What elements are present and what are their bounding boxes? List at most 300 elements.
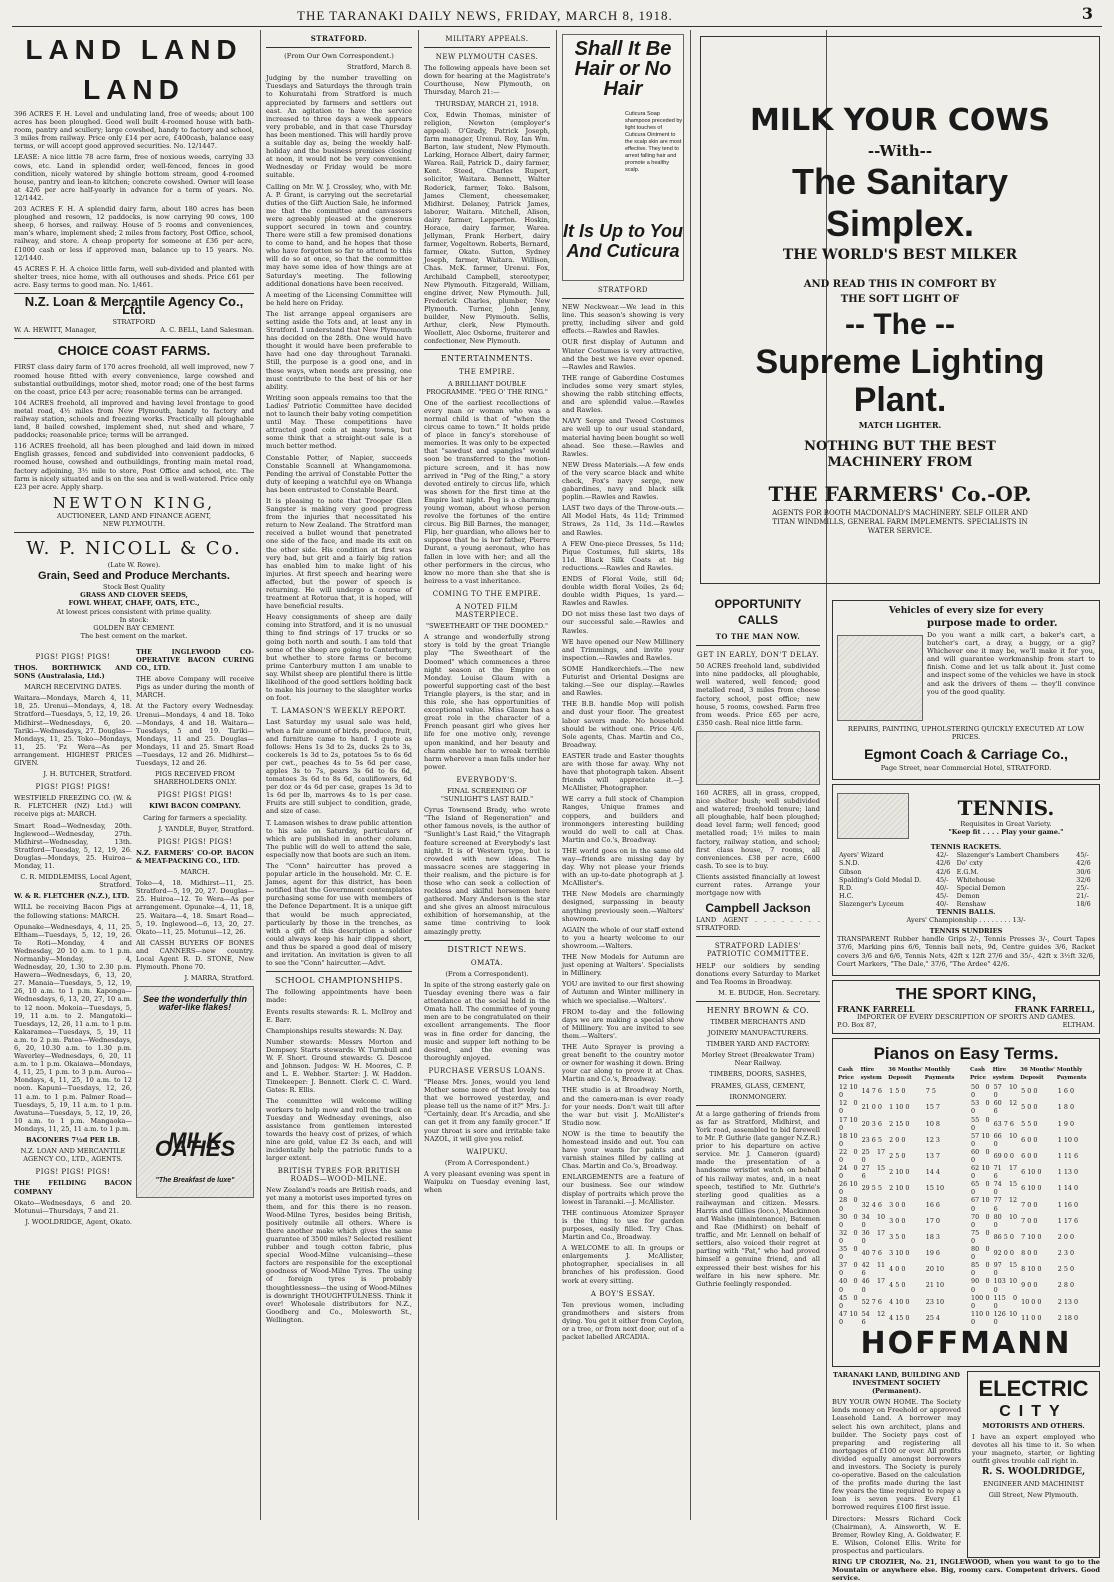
racket-row-cell: 45/- xyxy=(1076,851,1089,860)
piano-row-cell: 5 0 0 xyxy=(1021,1103,1038,1112)
news-paragraph: The following appeals have been set down for hearing at the Magistrate's Courthouse, New Plymouth, on Thursday, March 21:— xyxy=(424,64,550,97)
agency-town: STRATFORD xyxy=(112,318,156,327)
piano-col-header: Monthly Payments xyxy=(1056,1066,1087,1082)
piano-row xyxy=(837,1132,963,1148)
piano-row-cell: 17 0 xyxy=(925,1216,940,1225)
divider xyxy=(696,1001,820,1002)
piano-row-cell: 45 0 0 xyxy=(839,1293,858,1310)
taranaki-society-ad xyxy=(832,1371,961,1558)
piano-row-cell: 15 10 xyxy=(925,1184,945,1193)
racket-row-cell: R.D. xyxy=(839,883,853,892)
piano-row-cell: 13 7 xyxy=(925,1151,940,1160)
news-paragraph: Championships results stewards: N. Day. xyxy=(266,1026,403,1035)
piano-row-cell: 90 0 0 xyxy=(971,1277,990,1294)
land-lot: Clients assisted financially at lowest current rates. Arrange your mortgage now with xyxy=(696,872,820,898)
piano-row xyxy=(969,1196,1095,1212)
milk-your-cows-ad xyxy=(700,36,1100,584)
news-paragraph: The committee will welcome willing workers to help mow and roll the track on Tuesday and Wednesday evenings, also assistance from gentlemen interested towards the heavy cost of prizes, of which nine are gold, value £2 3s each, and will incidentally help the patriotic funds to a larger extent. xyxy=(266,1097,412,1163)
inglewood-list: At the Factory every Wednesday. Urenui—Mondays, 4 and 18. Toko—Mondays, 4 and 18. Waitara—Tuesdays, 5 and 19. Tariki—Mondays, 11 and 25. Douglas—Mondays, 11 and 25. Smart Road—Tuesdays, 12 and 26. Midhirst—Tuesdays, 12 and 26. xyxy=(136,702,254,768)
piano-row-cell: 1 11 6 xyxy=(1057,1151,1079,1160)
piano-row-cell: 25 4 xyxy=(925,1313,940,1322)
farmers-coop: THE FARMERS' Co.-OP. xyxy=(768,482,1032,506)
ladies-text: HELP our soldiers by sending donations every Saturday to Market and Tea Rooms in Broadway. xyxy=(696,961,820,986)
agency-salesman: A. C. BELL, Land Salesman. xyxy=(160,326,254,335)
empire-heading: THE EMPIRE. xyxy=(459,368,515,377)
piano-row-cell: 1 6 0 xyxy=(1057,1087,1075,1096)
henry-line: TIMBERS, DOORS, SASHES, xyxy=(709,1070,807,1079)
coast-lot: FIRST class dairy farm of 170 acres freehold, all well improved, new 7 roomed house fitted with every convenience, large cowshed and substantial outbuildings, motor shed, motor road; one of the best farms on the coast, price £43 per acre; reasonable terms can be arranged. xyxy=(14,363,254,396)
piano-row-cell: 21 10 xyxy=(925,1281,945,1290)
milk-line: --With-- xyxy=(867,142,933,160)
news-paragraph: Last Saturday my usual sale was held, when a fair amount of birds, produce, fruit, and furniture came to hand. I quote as follows: Hens 1s 3d to 2s, ducks 2s to 3s, cockerels 1s 3d to 2s, potatoes 5s to 6s 6d per cwt., peaches 4s to 5s 6d per case, apples 3s to 7s, pears 3s 6d to 6s 6d, tomatoes 3s 6d to 8s 6d, cauliflowers, 6d per doz or 4s 6d per case, grapes 1s 3d to 1s 6d per lb, marrows 4s to 1s per case. Fruits are still subject to condition, grade, and size of case. xyxy=(266,718,412,816)
land-lot: 50 ACRES freehold land, subdivided into nine paddocks, all ploughable, well watered, well fenced; good metalled road, 3 miles from cheese factory, school, post office; new house, 5 rooms, cowshed. Farm free from weeds. Price £65 per acre, £350 cash. Real nice little farm. xyxy=(696,662,820,727)
piano-row-cell: 1 5 0 xyxy=(889,1087,906,1096)
borthwick-list: Waitara—Mondays, March 4, 11, 18, 25. Urenui—Mondays, 4, 18. Stratford—Tuesdays, 5, 12, 19, 26. Midhirst—Wednesdays, 6, 20. Tariki—Wednesdays, 27. Douglas—Mondays, 11, 25. Toko—Mondays, 11, 25. 'Fz Wera—As per arrangement. HIGHEST PRICES GIVEN. xyxy=(14,694,132,767)
piano-row-cell: 14 4 xyxy=(925,1168,940,1177)
divider xyxy=(266,47,412,48)
electric-name: R. S. WOOLDRIDGE, xyxy=(981,1467,1086,1478)
news-paragraph: At a large gathering of friends from as far as Stratford, Midhirst, and York road, assembled to bid farewell to Mr. P. Guthrie (late ganger N.Z.R.) prior to his departure on active service. Mr. J. Cameron (guard) made the presentation of a handsome wristlet watch on behalf of his railway mates, and, in a neat speech, testified to Mr. Guthrie's sterling good qualities as a railwayman and citizen. Messrs. Harris and Gillies (loco.), Mackinnon and Walshe (maintenance), Batemen and Rae (Midhirst) on behalf of traffic, and Mr. Lennell on behalf of settlers, also voiced their regret at parting with "Pat," who had proved himself a genuine friend, and all expressed their best wishes for his welfare in his new sphere. Mr. Guthrie feelingly responded. xyxy=(696,1109,820,1288)
campbell-jackson: Campbell Jackson xyxy=(705,901,811,916)
piano-row xyxy=(969,1083,1095,1099)
racket-row-cell: S.N.D. xyxy=(839,859,860,868)
borthwick-dates: MARCH RECEIVING DATES. xyxy=(24,683,122,692)
piano-row-cell: 12 3 xyxy=(925,1135,940,1144)
classified-ad: THE world goes on in the same old way—friends are missing day by day. Why not please your friends with an up-to-date photograph at J. McAllister's. xyxy=(562,846,684,888)
piano-row-cell: 8 10 0 xyxy=(1021,1265,1042,1274)
masthead xyxy=(12,2,1102,28)
classified-ad: THE studio is at Broadway North, and the camera-man is ever ready for your needs. Don't wait till after the war but visit J. McAllister's Studio now. xyxy=(562,1086,684,1127)
henry-line: TIMBER YARD AND FACTORY: xyxy=(706,1040,810,1049)
piano-row-cell: 80 0 0 xyxy=(971,1245,990,1262)
piano-row-cell: 6 10 0 xyxy=(1021,1168,1042,1177)
piano-row-cell: 1 10 0 xyxy=(1057,1135,1079,1144)
piano-row-cell: 32 0 0 xyxy=(839,1228,858,1245)
henry-brown: HENRY BROWN & CO. xyxy=(706,1005,810,1015)
sport-names xyxy=(837,1005,1095,1013)
piano-row-cell: 34 10 0 xyxy=(861,1212,886,1229)
news-paragraph: Judging by the number travelling on Tuesdays and Saturdays the through train to Kohuratahi from Stratford is much appreciated by farmers and settlers out east. An agitation to have the service increased to three days a week appears very probable, and in that case Thursday has been mentioned. This will hardly prove a suitable day as, being the weekly half-holiday and the business premises closing at noon, it would not be very convenient. Wednesday or Friday would be more suitable. xyxy=(266,74,412,180)
classified-ad: WE have opened our New Millinery and Trimmings, and invite your inspection.—Rawles and Rawles. xyxy=(562,637,684,662)
news-paragraph: Ten previous women, including grandmothers and sisters from dying. You get it either from Ceylon, or a tree, or from next door, out of a packet labelled ARCADIA. xyxy=(562,1300,684,1342)
piano-row-cell: 20 3 6 xyxy=(861,1119,882,1128)
piano-row-cell: 22 0 0 xyxy=(839,1147,858,1164)
nicoll-line: At lowest prices consistent with prime quality. xyxy=(56,607,212,616)
nicoll-name: W. P. NICOLL & Co. xyxy=(26,538,242,560)
waipuku-sub: (From A Correspondent.) xyxy=(444,1158,530,1167)
piano-row xyxy=(837,1213,963,1229)
classified-ad: SOME Handkerchiefs.—The new Futurist and Oriental Designs are taking.—See our display.—Rawles and Rawles. xyxy=(562,664,684,698)
column-stratford-news xyxy=(266,30,412,1520)
news-paragraph: The "Conn" haircutter has proved a popular article in the household. Mr. C. E. James, agent for this district, has been notified that the Government contemplates purchasing some for use with members of the Defence Department. It is a unique gift that would be much appreciated, particularly by those in the trenches, as with a gift of this description a soldier could always keep his hair clipped short, and thus be spared a good deal of misery and irritation. An invitation is given to all to see the "Conn" haircutter.—Advt. xyxy=(266,862,412,968)
racket-row xyxy=(837,900,1095,908)
piano-row xyxy=(837,1310,963,1326)
piano-table xyxy=(969,1065,1095,1326)
piano-row xyxy=(969,1148,1095,1164)
military-sub: NEW PLYMOUTH CASES. xyxy=(435,53,539,62)
district-heading: DISTRICT NEWS. xyxy=(447,944,527,954)
racket-row xyxy=(837,876,1095,884)
milk-line: NOTHING BUT THE BEST xyxy=(804,439,996,454)
rackets-heading: TENNIS RACKETS. xyxy=(930,843,1002,852)
classified-ad: THE New Models for Autumn are just opening at Walters'. Specialists in Millinery. xyxy=(562,953,684,978)
news-paragraph: Constable Potter, of Napier, succeeds Constable Scannell at Whangamomona. Pending the arrival of Constable Potter the duty of keeping a watchful eye on Whanga has been entrusted to Constable Beard. xyxy=(266,453,412,494)
piano-row-cell: 11 0 0 xyxy=(1021,1313,1042,1322)
piano-row-cell: 7 0 0 xyxy=(1021,1200,1038,1209)
piano-row-cell: 7 0 0 xyxy=(1021,1216,1038,1225)
military-list: Cox, Edwin Thomas, minister of religion, Newton (employer's appeal). O'Grady, Patrick Joseph, farm manager, Urenui. Roy, Ian Wm. Barton, law student, New Plymouth. Larking, Horace Albert, dairy farmer, Warea. Rail, Patrick D., dairy farmer, Kent. Steed, Charles Rupert, solicitor, Waitara. Bennett, Walter Roderick, farmer, Toko. Balsom, James Clement, cheesemaker, Midhirst. Delaney, Patrick James, laborer, Waitara. Mitchell, Alison, dairy farmer, Lepperton. Hoskin, Horace, dairy farmer, Warea. Jellyman, Frank Herbert, dairy farmer, Vogeltown. Roberts, Bernard, farmer, Okato. Sutton, Sydney Joseph, farmer, Waitara. Willison, Chas. McK. farmer, Urenui. Fox, Archibald Campbell, stereotyper, New Plymouth. Fitzgerald, William, engine driver, New Plymouth. Jull, Frederick Charles, plumber, New Plymouth. Turner, John Jenny, builder, New Plymouth. Sellis, Arthur, clerk, New Plymouth. Woollett, Alec Osborne, fruiterer and confectioner, New Plymouth. xyxy=(424,110,550,346)
classified-ad: DO not miss these last two days of our successful sale.—Rawles and Rawles. xyxy=(562,610,684,635)
campbell-agent: LAND AGENT . . . . . . . . STRATFORD. xyxy=(696,916,820,933)
vehicles-heading: Vehicles of every size for every xyxy=(888,606,1044,616)
classified-ad: OUR first display of Autumn and Winter Costumes is very attractive, and the best we have ever opened.—Rawles and Rawles. xyxy=(562,338,684,371)
piano-row-cell: 40 0 0 xyxy=(839,1277,858,1294)
piano-row-cell: 110 0 0 xyxy=(971,1309,990,1326)
vehicles-body xyxy=(837,631,1095,725)
electric-sub: MOTORISTS AND OTHERS. xyxy=(982,1421,1085,1430)
pigs-heading: PIGS! PIGS! PIGS! xyxy=(157,837,233,846)
piano-row-cell: 3 5 0 xyxy=(889,1232,906,1241)
piano-row-cell: 5 5 0 xyxy=(1021,1119,1038,1128)
piano-row-cell: 18 10 0 xyxy=(839,1131,858,1148)
piano-col-header: Cash Price xyxy=(970,1066,986,1082)
classified-ad: A FEW One-piece Dresses, 5s 11d; Pique Costumes, full skirts, 18s 11d. Black Silk Coats at big reductions.—Rawles and Rawles. xyxy=(562,539,684,572)
piano-row-cell: 55 0 0 xyxy=(971,1115,990,1132)
tennis-tag: "Keep fit . . . . Play your game." xyxy=(948,828,1064,837)
piano-row xyxy=(969,1245,1095,1261)
pigs-col-right xyxy=(136,648,254,1229)
classified-ad: THE New Models are charmingly designed, surpassing in beauty anything previously seen.—Walters' showroom. xyxy=(562,890,684,923)
westfield: WESTFIELD FREEZING CO. (W. & R. FLETCHER (NZ) Ltd.) will receive pigs at: MARCH. xyxy=(14,794,132,819)
column-stratford-ads xyxy=(562,30,684,1520)
sport-king: THE SPORT KING, xyxy=(895,985,1037,1003)
marra: J. MARRA, Stratford. xyxy=(184,974,254,983)
news-paragraph: T. Lamason wishes to draw public attention to his sale on Saturday, particulars of which are published in another column. The public will do well to attend the sale, especially now that boots are such an item. xyxy=(266,818,412,859)
piano-row-cell: 4 15 0 xyxy=(889,1313,910,1322)
sport-name: FRANK FARRELL xyxy=(837,1003,915,1014)
piano-row xyxy=(969,1261,1095,1277)
news-paragraph: The list arrange appeal organisers are setting aside the Tots and, at least any in Stratford. I understand that New Plymouth has decided on the 28th. One would have thought it would have been preferable to have had one day throughout Taranaki. Still, the purpose is a good one, and in these ways, when needs are pressing, one must contribute to the best of his or her ability. xyxy=(266,309,412,391)
piano-row-cell: 3 0 0 xyxy=(889,1200,906,1209)
borthwick: THOS. BORTHWICK AND SONS (Australasia, Ltd.) xyxy=(14,663,132,681)
racket-row xyxy=(837,868,1095,876)
egmont-coach: Egmont Coach & Carriage Co., xyxy=(864,746,1068,763)
piano-row-cell: 28 0 0 xyxy=(839,1196,858,1213)
classified-ad: NOW is the time to beautify the homestead inside and out. You can have your wants for paints and varnish staines filled by calling at Chas. Martin and Co.'s, Broadway. xyxy=(562,1129,684,1171)
classified-ad: NAVY Serge and Tweed Costumes are well up to our usual standard, material having been bought so well ahead. See these.—Rawles and Rawles. xyxy=(562,417,684,458)
news-paragraph: A meeting of the Licensing Committee will be held here on Friday. xyxy=(266,290,412,307)
farmers-month: MARCH. xyxy=(180,868,210,877)
column-land-ads xyxy=(14,30,254,1520)
racket-row xyxy=(837,851,1095,859)
vehicles-repairs: REPAIRS, PAINTING, UPHOLSTERING QUICKLY EXECUTED AT LOW PRICES. xyxy=(847,725,1085,742)
piano-row-cell: 1 13 0 xyxy=(1057,1168,1079,1177)
classified-ad: FROM to-day and the following days we are making a special show of Millinery. You are invited to see them.—Walters'. xyxy=(562,1007,684,1040)
racket-row-cell: 45/- xyxy=(935,875,949,884)
henry-line: IRONMONGERY. xyxy=(729,1092,787,1101)
piano-row xyxy=(837,1245,963,1261)
henry-line: FRAMES, GLASS, CEMENT, xyxy=(710,1081,806,1090)
cuticura-tagline: It Is Up to You And Cuticura xyxy=(563,221,683,261)
agency-manager: W. A. HEWITT, Manager, xyxy=(14,326,97,335)
fletcher-list: Opunake—Wednesdays, 4, 11, 25. Eltham—Tuesdays, 5, 12, 19, 26. Te Roti—Monday, 4 and Wednesday, 20 10 a.m. to 1 p.m. Normanby—Monday, 4, Wednesday, 20, 1.30 to 2.30 p.m. Hawera—Wednesdays, 6, 13, 20, 27. Manaia—Tuesdays, 5, 12, 19, 26, 10 a.m. to 1 p.m. Kaponga—Wednesdays, 6, 13, 20, 27, 10 a.m. to 12 noon. Mokoia—Tuesdays, 5, 19, 11 a.m. to 2. Mangatoki—Tuesdays, 12, 26, 11 a.m. to 1 p.m. Kakaramea—Tuesdays, 5, 19, 11 a.m. to 2 p.m. Patea—Wednesdays, 6, 20, 10.30 a.m. to 1.30 p.m. Waverley—Wednesdays, 6, 20, 11 a.m. to 1 p.m. Okaiawa—Mondays, 4, 11, 25, 1 p.m. to 3 p.m. Auroa—Mondays, 4, 11, 25, 10 a.m. to 12 noon. Kapuni—Tuesdays, 12, 26, 11 a.m. to 1 p.m. Palmer Road—Tuesdays, 5, 19, 11 a.m. to 1 p.m. Awatuna—Tuesdays, 5, 12, 19, 26, 10 a.m. to 1 p.m. Mangaoka—Mondays, 11, 25, 11 a.m. to 1 p.m. xyxy=(14,922,132,1133)
vehicles-ad xyxy=(832,600,1100,780)
racket-row-cell: Whitehouse xyxy=(956,875,995,884)
piano-row-cell: 10 0 0 xyxy=(1021,1297,1042,1306)
opportunity-sub: TO THE MAN NOW. xyxy=(715,632,801,641)
piano-row xyxy=(969,1099,1095,1115)
divider xyxy=(14,532,254,533)
piano-row-cell: 2 13 0 xyxy=(1057,1297,1079,1306)
electric-address: Gill Street, New Plymouth. xyxy=(988,1490,1079,1499)
sport-town: ELTHAM. xyxy=(1062,1020,1095,1029)
baconers: BACONERS 7½d PER LB. xyxy=(26,1136,120,1145)
school-heading: SCHOOL CHAMPIONSHIPS. xyxy=(275,976,403,986)
piano-row xyxy=(969,1180,1095,1196)
news-paragraph: Calling on Mr. W. J. Crossley, who, with Mr. A. P. Grant, is carrying out the secretarial duties of the Gift Auction Sale, he informed me that the committee and canvassers were agreeably pleased at the generous support secured in town and country. There were still a few promised donations to come to hand, and he hopes that those who have forgotten so far to attend to this will do so at once, so that the committee may have some idea of how things are at Saturday's meeting. The following additional donations have been received. xyxy=(266,182,412,288)
classified-ad: NEW Neckwear.—We lead in this line. This season's showing is very pretty, including silver and gold effects.—Rawles and Rawles. xyxy=(562,303,684,336)
piano-row-cell: 5 0 0 xyxy=(1021,1087,1038,1096)
piano-row-cell: 36 17 0 xyxy=(861,1228,886,1245)
page-number: 3 xyxy=(1081,4,1094,23)
cart-illustration xyxy=(837,635,923,721)
piano-row-cell: 2 18 0 xyxy=(1057,1313,1079,1322)
feilding-list: Okato—Wednesdays, 6 and 20. Motunui—Thursdays, 7 and 21. xyxy=(14,1198,132,1215)
land-lot: 203 ACRES F. H. A splendid dairy farm, about 180 acres has been ploughed and resown, 12 paddocks, is now carrying 90 cows, 100 sheep, 6 horses, and railway. House of 5 rooms and conveniences, man's whare, implement shed; 2 miles from factory, Post Office, school, railway, and store. A cheap property for someone at £36 per acre, £1000 cash or less if approved man, balance up to 15 years. No. 12/1440. xyxy=(14,205,254,262)
piano-row-cell: 66 10 0 xyxy=(993,1131,1018,1148)
empire-sub: A BRILLIANT DOUBLE PROGRAMME. "PEG O' THE RING." xyxy=(426,379,548,396)
piano-table xyxy=(837,1065,963,1326)
middlemiss: C. R. MIDDLEMISS, Local Agent, Stratford. xyxy=(20,873,132,890)
racket-row-cell: Ayers' Wizard xyxy=(839,851,884,860)
henry-line: JOINERY MANUFACTURERS. xyxy=(707,1029,809,1038)
electric-city: CITY xyxy=(999,1402,1068,1420)
piano-row-cell: 67 10 0 xyxy=(971,1196,990,1213)
divider xyxy=(266,971,412,972)
westfield-list: Smart Road—Wednesday, 20th. Inglewood—Wednesday, 27th. Midhirst—Wednesday, 13th. Stratford—Tuesday, 5, 12, 19, 26. Douglas—Mondays, 25. Huiroa—Monday, 11. xyxy=(14,821,132,871)
milk-line: THE WORLD'S BEST MILKER xyxy=(782,247,1018,263)
news-paragraph: Number stewards: Messrs Morton and Dempsey. Starts stewards: W. Turnbull and W. F. Short. Ground stewards: G. Doscoe and Johnson. Judges: W. H. Moores, C. P. and L. E. Webber. Starter: J. W. Haddon. Timekeeper: J. Bennett. Clerk C. C. Ward. Gates: R. Ellis. xyxy=(266,1037,412,1095)
inglewood: THE INGLEWOOD CO-OPERATIVE BACON CURING CO., LTD. xyxy=(136,647,254,673)
piano-row-cell: 70 0 0 xyxy=(971,1212,990,1229)
newton-king-town: NEW PLYMOUTH. xyxy=(102,519,166,528)
tennis-head xyxy=(837,789,1095,843)
stratford-sub: (From Our Own Correspondent.) xyxy=(284,52,394,61)
piano-row xyxy=(969,1229,1095,1245)
cuticura-copy: Cuticura Soap shampoos preceded by light touches of Cuticura Ointment to the scalp skin are most effective. They tend to arrest falling hair and promote a healthy scalp. xyxy=(625,111,683,173)
sport-desc: IMPORTER OF EVERY DESCRIPTION OF SPORTS AND GAMES. xyxy=(856,1012,1076,1021)
tennis-heading: TENNIS. xyxy=(957,796,1055,821)
racket-row-cell: 42/- xyxy=(935,851,949,860)
piano-row xyxy=(969,1164,1095,1180)
electric-heading: ELECTRIC xyxy=(978,1375,1089,1401)
divider xyxy=(696,936,820,937)
crozier-ad: RING UP CROZIER, No. 21, INGLEWOOD, when you want to go to the Mountain or anywhere else. Big, roomy cars. Competent drivers. Good service. xyxy=(832,1558,1100,1582)
column-right-ads xyxy=(832,596,1100,1582)
piano-row xyxy=(837,1294,963,1310)
nicoll-line: FOWL WHEAT, CHAFF, OATS, ETC., xyxy=(68,599,200,608)
piano-row-cell: 27 15 6 xyxy=(861,1164,886,1181)
land-heading: LAND LAND LAND xyxy=(25,34,243,105)
divider xyxy=(424,47,550,48)
racket-row-cell: Slazenger's Lyceum xyxy=(839,899,904,908)
nicoll-line: GOLDEN BAY CEMENT. xyxy=(93,623,175,632)
racket-row xyxy=(837,859,1095,867)
agency-name: N.Z. Loan & Mercantile Agency Co., Ltd. xyxy=(24,293,244,318)
feilding: THE FEILDING BACON COMPANY xyxy=(14,1179,132,1196)
racket-row-cell: Slazenger's Lambert Chambers xyxy=(956,851,1059,860)
pianos-heading: Pianos on Easy Terms. xyxy=(873,1043,1059,1063)
land-lot: 160 ACRES, all in grass, cropped, nice shelter bush; well subdivided and watered; freehold tenure; land all ploughable, half been ploughed; dead level farm; well fenced; good metalled road; 1½ miles to main factory, railway station, and school; first class house, 7 rooms, all conveniences. £38 per acre, £600 cash. To see is to buy. xyxy=(696,788,820,870)
piano-row-cell: 6 0 0 xyxy=(1021,1151,1038,1160)
piano-row-cell: 3 0 0 xyxy=(889,1216,906,1225)
coast-lot: 116 ACRES freehold, all has been ploughed and laid down in mixed English grasses, fenced and subdivided into convenient paddocks, 6 roomed house, cowshed and outbuildings, fronting main metal road, factory adjoining, 3½ mile to store, Post Office and school, etc. The farm is nicely situated and is on the sea and is well-watered. Price only £23 per acre. Apply sharp. xyxy=(14,442,254,491)
piano-row-cell: 3 10 0 xyxy=(889,1249,910,1258)
piano-row-cell: 21 0 0 xyxy=(861,1103,882,1112)
masthead-rule xyxy=(12,26,1102,27)
piano-row-cell: 4 5 0 xyxy=(889,1281,906,1290)
piano-row xyxy=(837,1196,963,1212)
kiwi-tag: Caring for farmers a speciality. xyxy=(143,813,247,822)
piano-row xyxy=(837,1277,963,1293)
classified-ad: WE carry a full stock of Champion Ranges, Unique frames and coppers, and builders and ironmongers interesting building would do well to call at Chas. Martin and Co.'s, Broadway. xyxy=(562,795,684,844)
classified-ad: THE range of Gaberdine Costumes includes some very smart styles, showing the rabb stitching effects, and are splendid value.—Rawles and Rawles. xyxy=(562,373,684,415)
racket-row-cell: Gibson xyxy=(839,867,862,876)
racket-row-cell: 42/6 xyxy=(935,859,951,868)
pigs-heading: PIGS! PIGS! PIGS! xyxy=(35,652,111,661)
military-heading: MILITARY APPEALS. xyxy=(445,35,529,43)
news-paragraph: New Zealand's roads are British roads, and yet many a motorist uses imported tyres on them, and for this there is no reason. Wood-Milne Tyres, besides being British, positively outmile all others. Where is there another make which gives the same guarantee of 3500 miles? Selected resilient rubber and tough cotton fabric, plus special Wood-Milne vulcanising—these factors are responsible for the exceptional goodness of Wood-Milne Tyres. The using of foreign tyres is probably thoughtlessness—the using of Wood-Milnes is downright THOUGHTFULNESS. Think it over! Wholesale distributors for N.Z., Goodberg and Co., Molesworth St., Wellington. xyxy=(266,1186,412,1324)
racket-row-cell: 42/6 xyxy=(1076,859,1091,868)
column-divider xyxy=(418,30,419,1520)
milk-headline: MILK YOUR COWS xyxy=(749,103,1051,138)
column-divider xyxy=(260,30,261,1520)
sport-name: FRANK FARRELL, xyxy=(1014,1003,1095,1014)
piano-row-cell: 60 0 0 xyxy=(971,1147,990,1164)
piano-row-cell: 20 10 xyxy=(925,1265,945,1274)
piano-row xyxy=(837,1180,963,1196)
sport-box: P.O. Box 87, xyxy=(837,1020,877,1029)
racket-row-cell: H.C. xyxy=(839,891,854,900)
piano-row-cell: 18 3 xyxy=(925,1232,940,1241)
milk-oaties-ad xyxy=(136,986,254,1198)
piano-col-header: 36 Months' Deposit xyxy=(888,1066,923,1082)
milk-line: MATCH LIGHTER. xyxy=(858,420,942,430)
piano-row-cell: 2 0 0 xyxy=(889,1135,906,1144)
classified-ad: LAST two days of the Throw-outs.—All Model Hats, 4s 11d; Trimmed Straws, 2s 11d, 3s 11d.—Rawles and Rawles. xyxy=(562,504,684,537)
racket-row-cell: 45/- xyxy=(935,891,949,900)
news-paragraph: Cyrus Townsend Brady, who wrote "The Island of Regeneration" and other famous novels, is the author of "Sunlight's Last Raid," the Vitagraph feature screened at Everybody's last night. It is of Western type, but is crowded with new ideas. The massacre scenes are staggering in their realism, and the picture is for those who can seek a collection of reckless and skilful horsemen here gathered. Mary Anderson is the star and she gives an almost miraculous exhibition of horsemanship, at the same time contriving to look amazingly pretty. xyxy=(424,806,550,936)
sport-king-ad xyxy=(832,980,1100,1034)
piano-col-header: Hire system xyxy=(860,1066,882,1082)
society-directors: Directors: Messrs Richard Cock (Chairman), A. Ainsworth, W. E. Bremer, Rowley King, A. Goldwater, F. E. Wilson, Colonel Ellis. Write for prospectus and particulars. xyxy=(832,1514,961,1555)
electric-city-ad xyxy=(967,1371,1100,1558)
piano-row-cell: 62 10 0 xyxy=(971,1164,990,1181)
piano-col-header: Cash Price xyxy=(838,1066,854,1082)
piano-row-cell: 7 5 xyxy=(925,1087,936,1096)
racket-row-cell: 40/- xyxy=(935,883,949,892)
divider xyxy=(424,940,550,941)
wooldridge: J. WOOLDRIDGE, Agent, Okato. xyxy=(25,1217,132,1226)
purchase-heading: PURCHASE VERSUS LOANS. xyxy=(428,1066,546,1075)
piano-row-cell: 54 12 6 xyxy=(861,1309,886,1326)
racket-row-cell: 42/6 xyxy=(935,867,951,876)
fletcher-intro: WILL be receiving Bacon Pigs at the following stations: MARCH. xyxy=(14,903,132,920)
piano-row-cell: 74 15 0 xyxy=(993,1180,1018,1197)
piano-row-cell: 2 0 0 xyxy=(1057,1232,1075,1241)
sundries-text: TRANSPARENT Rubber handle Grips 2/-, Tennis Presses 3/-, Court Tapes 37/6, Marking pins 6/6, Tennis ball nets, 9d, Centre guides 3/6, Racket covers 3/6 and 6/6, Tennis Nets, 42ft x 12ft 27/6 and 35/-, 42ft x 3½ft 32/6, Court Markers, "The Dale," 37/6, "The Ardee" 42/6. xyxy=(837,935,1095,968)
column-divider xyxy=(690,30,691,1520)
tennis-ad xyxy=(832,784,1100,975)
land-lot: LEASE: A nice little 78 acre farm, free of noxious weeds, carrying 33 cows, etc. Land in splendid order, well-fenced, fences in good condition, nicely watered by shingle bottom stream, good 4-roomed house, pantry and lean-to kitchen; concrete cowshed. Owner will lease at 42/6 per acre half-yearly in advance for a term of years. No. 12/1442. xyxy=(14,153,254,202)
piano-row-cell: 19 6 xyxy=(925,1249,940,1258)
piano-row-cell: 26 10 0 xyxy=(839,1180,858,1197)
omata-heading: OMATA. xyxy=(470,958,504,967)
piano-row-cell: 103 10 0 xyxy=(993,1277,1018,1294)
piano-row-cell: 1 9 0 xyxy=(1057,1119,1075,1128)
lamason-heading: T. LAMASON'S WEEKLY REPORT. xyxy=(271,707,407,716)
milk-oaties-brand: MILK OATIES xyxy=(154,1128,236,1162)
piano-row-cell: 42 11 6 xyxy=(861,1261,886,1278)
fletcher: W. & R. FLETCHER (N.Z.), LTD. xyxy=(14,892,130,901)
piano-row-cell: 2 10 0 xyxy=(889,1168,910,1177)
piano-row xyxy=(969,1294,1095,1310)
piano-row-cell: 100 0 0 xyxy=(971,1293,990,1310)
piano-row xyxy=(969,1310,1095,1326)
piano-row-cell: 60 12 6 xyxy=(993,1099,1018,1116)
everybodys-sub: FINAL SCREENING OF "SUNLIGHT'S LAST RAID." xyxy=(440,786,534,804)
piano-row-cell: 126 10 0 xyxy=(993,1309,1018,1326)
piano-row-cell: 23 6 5 xyxy=(861,1135,882,1144)
piano-row xyxy=(837,1083,963,1099)
news-paragraph: In spite of the strong easterly gale on Tuesday evening there was a fair attendance at the social held in the Omata hall. The committee of young men are to be congratulated on their excellent arrangements. The floor was in fine order for dancing, the music and supper left nothing to be desired, and the evening was thoroughly enjoyed. xyxy=(424,980,550,1062)
piano-row-cell: 6 10 0 xyxy=(1021,1184,1042,1193)
milk-brand: Simplex. xyxy=(825,203,975,244)
piano-row xyxy=(837,1229,963,1245)
coast-heading: CHOICE COAST FARMS. xyxy=(57,343,211,359)
piano-row-cell: 1 14 0 xyxy=(1057,1184,1079,1193)
classified-ad: THE continuous Atomizer Sprayer is the thing to use for garden purposes, easily filled. Try Chas. Martin and Co., Broadway. xyxy=(562,1208,684,1242)
tennis-title-block xyxy=(917,796,1095,836)
racket-row-cell: 18/6 xyxy=(1076,899,1091,908)
piano-row-cell: 1 16 0 xyxy=(1057,1200,1079,1209)
racket-row-cell: Demon xyxy=(956,891,980,900)
divider xyxy=(424,349,550,350)
piano-row-cell: 69 0 0 xyxy=(993,1151,1014,1160)
piano-row-cell: 4 0 0 xyxy=(889,1265,906,1274)
racket-row-cell: Do' cxty xyxy=(956,859,983,868)
piano-row-cell: 71 17 6 xyxy=(993,1164,1018,1181)
racket-row-cell: Special Demon xyxy=(956,883,1006,892)
newton-king: NEWTON KING, xyxy=(52,493,216,512)
piano-row-cell: 6 0 0 xyxy=(1021,1135,1038,1144)
milk-line: THE SOFT LIGHT OF xyxy=(840,294,960,305)
milk-line: AND READ THIS IN COMFORT BY xyxy=(803,279,997,290)
piano-row-cell: 4 10 0 xyxy=(889,1297,910,1306)
piano-row xyxy=(837,1099,963,1115)
pigs-heading: PIGS! PIGS! PIGS! xyxy=(35,783,111,792)
racket-row-cell: 21/- xyxy=(1076,891,1089,900)
piano-row-cell: 86 5 0 xyxy=(993,1232,1014,1241)
piano-row-cell: 17 10 0 xyxy=(839,1115,858,1132)
classified-ad: ENDS of Floral Voile, still 6d; double width floral Voiles, 2s 6d; double width Piques, 1s yard.—Rawles and Rawles. xyxy=(562,575,684,608)
egmont-address: Page Street, near Commercial Hotel, STRATFORD. xyxy=(880,764,1052,773)
nicoll-line: GRASS AND CLOVER SEEDS, xyxy=(80,591,188,600)
piano-row-cell: 2 5 0 xyxy=(1057,1265,1075,1274)
vehicles-text: Do you want a milk cart, a baker's cart, a butcher's cart, a dray, a buggy, or a gig? Whichever one it may be, we'll make it for you, and will guarantee workmanship from start to finish. Come and let us talk about it. Just come and inspect some of the vehicles we have in stock and ask the drivers of them — they'll convince you of the good quality. xyxy=(927,631,1095,696)
empire-film: A NOTED FILM MASTERPIECE. xyxy=(455,603,519,620)
pigs-heading: PIGS! PIGS! PIGS! xyxy=(35,1168,111,1177)
